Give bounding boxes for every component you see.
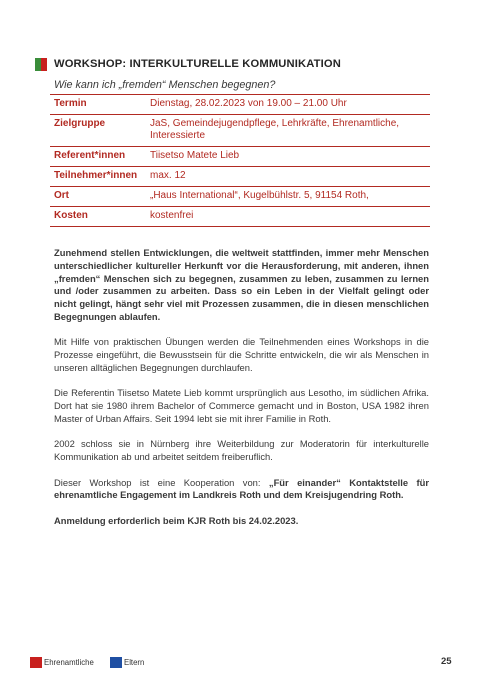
cooperation-intro-text: Dieser Workshop ist eine Kooperation von: <box>54 476 269 488</box>
page-number: 25 <box>441 656 452 667</box>
info-value: „Haus International“, Kugelbühlstr. 5, 91154 Roth, <box>150 190 369 201</box>
legend-swatch-blue <box>110 657 122 668</box>
info-value: Tiisetso Matete Lieb <box>150 150 240 161</box>
info-label: Termin <box>54 98 87 109</box>
body-paragraph: Mit Hilfe von praktischen Übungen werden die Teilnehmenden eines Workshops in die Prozesse eingeführt, die Bewusstsein für die Schritte entwickeln, die wir als Menschen in unseren alltäglichen Begegnungen durchlaufen. <box>54 336 429 373</box>
info-value: max. 12 <box>150 170 186 181</box>
workshop-subtitle: Wie kann ich „fremden“ Menschen begegnen? <box>54 79 276 91</box>
cooperation-paragraph <box>54 477 429 503</box>
info-table <box>50 94 430 227</box>
info-row-zielgruppe <box>50 115 430 147</box>
workshop-title: WORKSHOP: INTERKULTURELLE KOMMUNIKATION <box>54 58 341 70</box>
legend-label: Ehrenamtliche <box>44 658 94 667</box>
info-row-teilnehmerinnen <box>50 167 430 187</box>
cooperation-partners-text: „Für einander“ Kontaktstelle für ehrenamtliche Engagement im Landkreis Roth und dem Kreisjugendring Roth. <box>54 476 429 501</box>
body-paragraph: Die Referentin Tiisetso Matete Lieb kommt ursprünglich aus Lesotho, im südlichen Afrika. Dort hat sie 1980 ihrem Bachelor of Commerce gemacht und in Boston, USA 1982 ihren Master of Urban Affairs. Seit 1994 lebt sie mit ihrer Familie in Roth. <box>54 387 429 424</box>
info-row-kosten <box>50 207 430 227</box>
info-row-ort <box>50 187 430 207</box>
info-label: Kosten <box>54 210 88 221</box>
legend-label: Eltern <box>124 658 145 667</box>
body-paragraph: 2002 schloss sie in Nürnberg ihre Weiterbildung zur Moderatorin für interkulturelle Kommunikation ab und arbeitet seitdem freiberuflich. <box>54 438 429 463</box>
category-flag-icon <box>35 58 47 71</box>
info-value: kostenfrei <box>150 210 194 221</box>
legend-swatch-red <box>30 657 42 668</box>
flag-red-stripe <box>41 58 47 71</box>
workshop-description <box>54 247 429 540</box>
info-label: Teilnehmer*innen <box>54 170 138 181</box>
info-label: Zielgruppe <box>54 118 106 129</box>
info-value: Dienstag, 28.02.2023 von 19.00 – 21.00 Uhr <box>150 98 347 109</box>
info-label: Referent*innen <box>54 150 126 161</box>
info-row-termin <box>50 95 430 115</box>
info-value: JaS, Gemeindejugendpflege, Lehrkräfte, Ehrenamtliche, Interessierte <box>150 118 400 141</box>
workshop-header <box>35 56 435 74</box>
info-row-referentinnen <box>50 147 430 167</box>
intro-paragraph: Zunehmend stellen Entwicklungen, die weltweit stattfinden, immer mehr Menschen unterschiedlicher kultureller Herkunft vor die Herausforderung, mit anderen, ihnen „fremden“ Menschen sich zu begegnen, zusammen zu leben, zusammen zu lernen und /oder zusammen zu arbeiten. Dass so ein Leben in der Vielfalt gelingt oder nicht gelingt, hängt sehr viel mit Prozessen zusammen, die in diesen menschlichen Begegnungen ablaufen. <box>54 247 429 322</box>
registration-note: Anmeldung erforderlich beim KJR Roth bis 24.02.2023. <box>54 514 299 526</box>
info-label: Ort <box>54 190 69 201</box>
